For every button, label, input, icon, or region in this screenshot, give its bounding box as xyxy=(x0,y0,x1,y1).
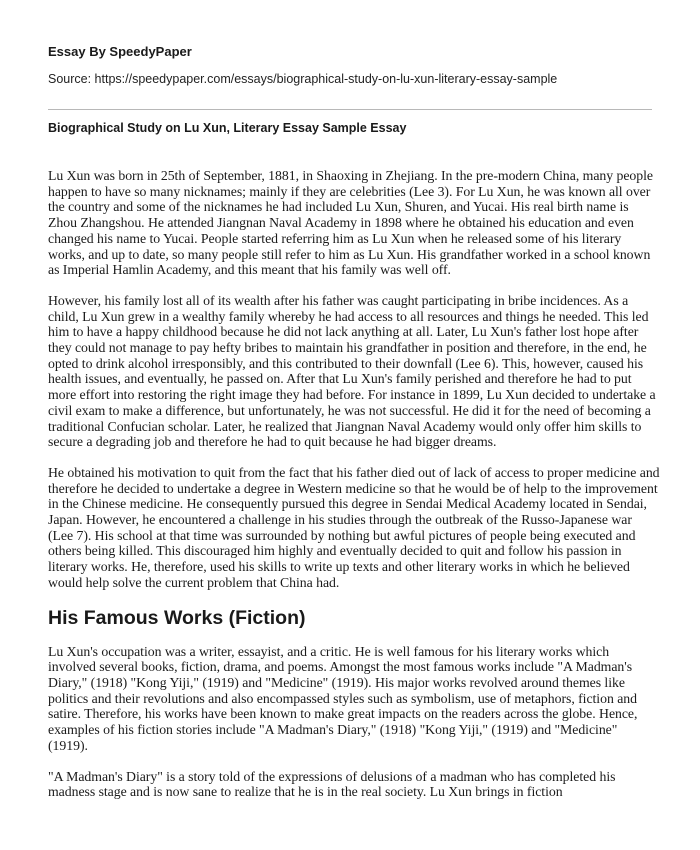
section-heading: His Famous Works (Fiction) xyxy=(48,606,306,629)
paragraph: He obtained his motivation to quit from the fact that his father died out of lack of access to proper medicine and therefore he decided to undertake a degree in Western medicine so that he would be of help to the improvement in the Chinese medicine. He consequently pursued this degree in Sendai Medical Academy located in Sendai, Japan. However, he encountered a challenge in his studies through the outbreak of the Russo-Japanese war (Lee 7). His school at that time was surrounded by nothing but awful pictures of people being executed and others being killed. This discouraged him highly and eventually decided to quit and follow his passion in literary works. He, therefore, used his skills to write up texts and other literary works in which he believed would help solve the current problem that China had. xyxy=(48,464,660,590)
brand-title: Essay By SpeedyPaper xyxy=(48,44,192,59)
paragraph: However, his family lost all of its wealth after his father was caught participating in bribe incidences. As a child, Lu Xun grew in a wealthy family whereby he had access to all resources and things he needed. This led him to have a happy childhood because he did not lack anything at all. Later, Lu Xun's father lost hope after they could not manage to pay hefty bribes to maintain his grandfather in position and therefore, in the end, he opted to drink alcohol irresponsibly, and this contributed to their downfall (Lee 6). This, however, caused his health issues, and eventually, he passed on. After that Lu Xun's family perished and therefore he had to put more effort into restoring the right image they had before. For instance in 1899, Lu Xun decided to undertake a civil exam to make a difference, but unfortunately, he was not successful. He did it for the need of becoming a traditional Confucian scholar. Later, he realized that Jiangnan Naval Academy would only offer him skills to secure a degrading job and therefore he had to quit because he had bigger dreams. xyxy=(48,292,656,450)
paragraph: Lu Xun's occupation was a writer, essayist, and a critic. He is well famous for his literary works which involved several books, fiction, drama, and poems. Amongst the most famous works include "A Madman's Diary," (1918) "Kong Yiji," (1919) and "Medicine" (1919). His major works revolved around themes like politics and their revolutions and also encompassed styles such as symbolism, use of metaphors, fiction and satire. Therefore, his works have been known to make great impacts on the readers across the globe. Hence, examples of his fiction stories include "A Madman's Diary," (1918) "Kong Yiji," (1919) and "Medicine" (1919). xyxy=(48,643,638,753)
essay-title: Biographical Study on Lu Xun, Literary Essay Sample Essay xyxy=(48,121,407,135)
paragraph: "A Madman's Diary" is a story told of the expressions of delusions of a madman who has completed his madness stage and is now sane to realize that he is in the real society. Lu Xun brings in fiction xyxy=(48,768,616,800)
paragraph: Lu Xun was born in 25th of September, 1881, in Shaoxing in Zhejiang. In the pre-modern China, many people happen to have so many nicknames; mainly if they are celebrities (Lee 3). For Lu Xun, he was known all over the country and some of the nicknames he had included Lu Xun, Shuren, and Yucai. His real birth name is Zhou Zhangshou. He attended Jiangnan Naval Academy in 1898 where he obtained his education and even changed his name to Yucai. People started referring him as Lu Xun when he released some of his literary works, and up to date, so many people still refer to him as Lu Xun. His grandfather worked in a school known as Imperial Hamlin Academy, and this meant that his family was well off. xyxy=(48,168,653,278)
header-divider xyxy=(48,109,652,110)
essay-body xyxy=(48,168,660,815)
source-line: Source: https://speedypaper.com/essays/biographical-study-on-lu-xun-literary-essay-sample xyxy=(48,72,558,86)
